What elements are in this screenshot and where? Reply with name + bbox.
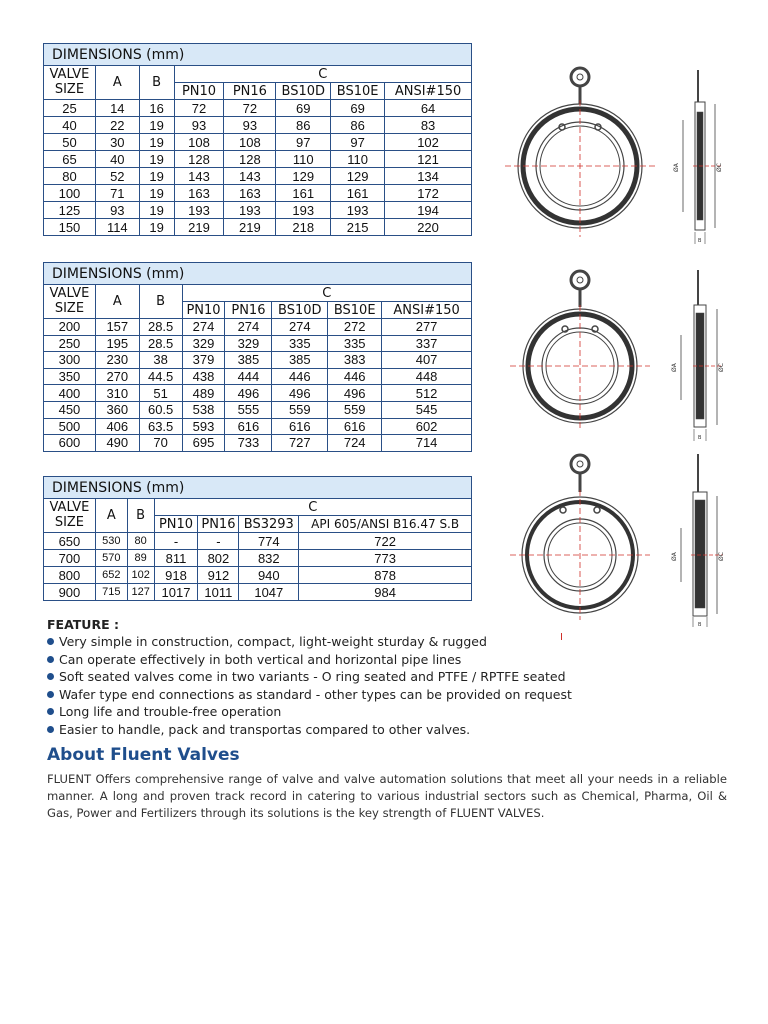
b-header: B [139,285,182,319]
table-cell: 30 [95,134,139,151]
table-row [44,151,472,168]
dimensions-table-2 [43,262,472,452]
table-cell: 230 [95,352,139,369]
table-cell: 724 [328,435,382,452]
feature-item: Wafer type end connections as standard - other types can be provided on request [47,686,572,704]
table-cell: 195 [95,335,139,352]
a-header: A [95,66,139,100]
table-row [44,117,472,134]
valve-size-cell: 100 [44,185,96,202]
table-cell: 86 [331,117,385,134]
table-cell: 161 [331,185,385,202]
valve-size-cell: 650 [44,533,96,550]
table-cell: - [198,533,239,550]
valve-size-cell: 700 [44,550,96,567]
table-cell: 193 [331,202,385,219]
table-cell: 446 [272,368,328,385]
table-cell: 121 [385,151,472,168]
table-cell: 163 [174,185,224,202]
table-cell: 496 [272,385,328,402]
valve-front-view-icon [510,271,650,430]
table-cell: 19 [139,168,174,185]
table-cell: 714 [382,435,472,452]
table-cell: 72 [174,100,224,117]
table-row [44,219,472,236]
table-cell: 489 [182,385,225,402]
table-cell: 727 [272,435,328,452]
table-cell: 193 [174,202,224,219]
bullet-icon [47,726,54,733]
table-cell: 277 [382,319,472,336]
table-cell: 722 [299,533,472,550]
valve-size-cell: 300 [44,352,96,369]
table-cell: 69 [276,100,331,117]
valve-size-cell: 450 [44,401,96,418]
valve-side-view-icon [681,454,723,627]
valve-size-cell: 50 [44,134,96,151]
table-cell: 272 [328,319,382,336]
table-cell: 19 [139,151,174,168]
valve-size-cell: 40 [44,117,96,134]
table-cell: 40 [95,151,139,168]
table-cell: 570 [95,550,127,567]
valve-size-cell: 350 [44,368,96,385]
table-cell: 616 [272,418,328,435]
table-cell: 274 [182,319,225,336]
table-cell: 22 [95,117,139,134]
c-col-header: BS10D [276,83,331,100]
table-cell: 19 [139,185,174,202]
table-cell: 128 [174,151,224,168]
table-cell: 912 [198,567,239,584]
table-cell: 329 [182,335,225,352]
table-cell: 218 [276,219,331,236]
table-cell: 220 [385,219,472,236]
valve-size-header: VALVE SIZE [44,499,96,533]
table-cell: 97 [276,134,331,151]
table-cell: 64 [385,100,472,117]
table-cell: 407 [382,352,472,369]
c-col-header: ANSI#150 [382,302,472,319]
c-col-header: BS10D [272,302,328,319]
valve-size-cell: 400 [44,385,96,402]
dim-b-label: B [698,435,702,441]
table-cell: 44.5 [139,368,182,385]
feature-title: FEATURE : [47,617,119,632]
c-col-header: BS10E [328,302,382,319]
table-cell: 446 [328,368,382,385]
table-cell: 102 [385,134,472,151]
table-row [44,584,472,601]
table-cell: 114 [95,219,139,236]
table-cell: 83 [385,117,472,134]
bullet-icon [47,638,54,645]
table-cell: 496 [328,385,382,402]
table-cell: 335 [328,335,382,352]
c-col-header: API 605/ANSI B16.47 S.B [299,516,472,533]
table-row [44,319,472,336]
table-cell: 70 [139,435,182,452]
dimensions-table-3 [43,476,472,601]
table-cell: 51 [139,385,182,402]
table-cell: 274 [272,319,328,336]
feature-item: Easier to handle, pack and transportas compared to other valves. [47,721,572,739]
c-col-header: PN10 [154,516,198,533]
table-cell: 270 [95,368,139,385]
table-cell: 110 [331,151,385,168]
table-cell: 69 [331,100,385,117]
table-cell: 219 [174,219,224,236]
valve-front-view-icon [510,455,650,620]
c-col-header: PN10 [174,83,224,100]
table-cell: 448 [382,368,472,385]
table-cell: 444 [225,368,272,385]
c-header: C [182,285,471,302]
dimensions-table-1 [43,43,472,236]
table-row [44,100,472,117]
table-cell: 86 [276,117,331,134]
valve-size-cell: 600 [44,435,96,452]
table-row [44,567,472,584]
valve-size-cell: 80 [44,168,96,185]
table-cell: 496 [225,385,272,402]
table-cell: 715 [95,584,127,601]
table-cell: 89 [127,550,154,567]
bullet-icon [47,673,54,680]
table-row [44,202,472,219]
table-cell: 128 [224,151,276,168]
valve-size-header: VALVE SIZE [44,285,96,319]
table-cell: 335 [272,335,328,352]
table-cell: 530 [95,533,127,550]
table-row [44,368,472,385]
c-col-header: PN16 [198,516,239,533]
c-col-header: PN10 [182,302,225,319]
table-cell: 194 [385,202,472,219]
table-cell: 616 [225,418,272,435]
dim-c-label: ØC [718,552,725,561]
table-cell: 773 [299,550,472,567]
table-cell: 110 [276,151,331,168]
table-cell: 593 [182,418,225,435]
c-col-header: BS10E [331,83,385,100]
table-cell: 695 [182,435,225,452]
table-cell: 733 [225,435,272,452]
table-cell: 28.5 [139,335,182,352]
table-cell: 108 [224,134,276,151]
feature-list [47,633,572,738]
valve-drawing-2 [505,265,735,445]
table-cell: 93 [95,202,139,219]
table-cell: 538 [182,401,225,418]
table-cell: 310 [95,385,139,402]
table-cell: 559 [328,401,382,418]
table-cell: 102 [127,567,154,584]
table-row [44,335,472,352]
c-col-header: BS3293 [239,516,299,533]
table-row [44,435,472,452]
bullet-icon [47,691,54,698]
table-cell: 811 [154,550,198,567]
table-row [44,385,472,402]
c-header: C [154,499,471,516]
c-col-header: PN16 [225,302,272,319]
table-cell: 774 [239,533,299,550]
table-row [44,352,472,369]
table-title: DIMENSIONS (mm) [44,263,472,285]
table-row [44,401,472,418]
c-col-header: PN16 [224,83,276,100]
table-cell: 193 [224,202,276,219]
table-cell: 71 [95,185,139,202]
table-cell: 602 [382,418,472,435]
table-cell: 134 [385,168,472,185]
table-cell: 14 [95,100,139,117]
table-cell: 80 [127,533,154,550]
table-cell: 93 [224,117,276,134]
valve-size-header: VALVE SIZE [44,66,96,100]
table-cell: 1047 [239,584,299,601]
table-cell: 215 [331,219,385,236]
table-cell: 163 [224,185,276,202]
valve-drawing-3 [505,450,735,630]
valve-side-view-icon [681,270,723,441]
valve-size-cell: 900 [44,584,96,601]
valve-size-cell: 200 [44,319,96,336]
table-cell: 555 [225,401,272,418]
table-cell: 63.5 [139,418,182,435]
c-col-header: ANSI#150 [385,83,472,100]
table-cell: 918 [154,567,198,584]
table-cell: 97 [331,134,385,151]
table-cell: 652 [95,567,127,584]
table-cell: 157 [95,319,139,336]
a-header: A [95,285,139,319]
about-text: FLUENT Offers comprehensive range of valve and valve automation solutions that meet all your needs in a reliable manner. A long and proven track record in catering to various industrial sectors such as Chemical, Pharma, Oil & Gas, Power and Fertilizers through its solutions is the key strength of FLUENT VALVES. [47,772,727,820]
table-cell: 383 [328,352,382,369]
table-row [44,185,472,202]
table-cell: 19 [139,134,174,151]
table-cell: 19 [139,117,174,134]
valve-size-cell: 125 [44,202,96,219]
table-cell: 38 [139,352,182,369]
table-cell: 28.5 [139,319,182,336]
table-row [44,168,472,185]
valve-size-cell: 150 [44,219,96,236]
table-cell: 143 [174,168,224,185]
table-cell: 161 [276,185,331,202]
table-cell: 385 [272,352,328,369]
table-row [44,418,472,435]
dim-b-label: B [698,622,702,628]
table-cell: 360 [95,401,139,418]
table-cell: 19 [139,202,174,219]
table-cell: 940 [239,567,299,584]
feature-item: Soft seated valves come in two variants - O ring seated and PTFE / RPTFE seated [47,668,572,686]
table-title: DIMENSIONS (mm) [44,44,472,66]
table-cell: 385 [225,352,272,369]
dim-b-label: B [698,238,702,244]
table-cell: 129 [331,168,385,185]
table-cell: 406 [95,418,139,435]
table-cell: 1017 [154,584,198,601]
a-header: A [95,499,127,533]
table-cell: 16 [139,100,174,117]
valve-drawing-1 [505,62,735,252]
table-row [44,533,472,550]
table-row [44,134,472,151]
table-cell: 545 [382,401,472,418]
about-title: About Fluent Valves [47,745,240,765]
dim-a-label: ØA [671,363,678,372]
valve-size-cell: 65 [44,151,96,168]
c-header: C [174,66,471,83]
table-cell: 108 [174,134,224,151]
bullet-icon [47,656,54,663]
feature-item: Very simple in construction, compact, light-weight sturday & rugged [47,633,572,651]
table-cell: 379 [182,352,225,369]
table-cell: 52 [95,168,139,185]
table-cell: 19 [139,219,174,236]
dim-a-label: ØA [671,552,678,561]
dim-a-label: ØA [673,163,680,172]
b-header: B [139,66,174,100]
table-row [44,550,472,567]
table-cell: 143 [224,168,276,185]
valve-front-view-icon [505,68,655,237]
table-cell: 219 [224,219,276,236]
dim-c-label: ØC [718,363,725,372]
table-cell: 1011 [198,584,239,601]
table-cell: 72 [224,100,276,117]
table-cell: 878 [299,567,472,584]
b-header: B [127,499,154,533]
feature-item: Long life and trouble-free operation [47,703,572,721]
dim-c-label: ØC [716,163,723,172]
table-cell: 329 [225,335,272,352]
valve-size-cell: 25 [44,100,96,117]
valve-size-cell: 250 [44,335,96,352]
table-cell: 438 [182,368,225,385]
table-cell: 802 [198,550,239,567]
table-cell: 337 [382,335,472,352]
table-cell: 93 [174,117,224,134]
table-cell: 60.5 [139,401,182,418]
table-cell: 193 [276,202,331,219]
table-cell: 512 [382,385,472,402]
valve-size-cell: 800 [44,567,96,584]
table-cell: 559 [272,401,328,418]
table-cell: 616 [328,418,382,435]
feature-item: Can operate effectively in both vertical and horizontal pipe lines [47,651,572,669]
table-cell: 274 [225,319,272,336]
table-cell: 129 [276,168,331,185]
table-cell: 172 [385,185,472,202]
table-cell: 490 [95,435,139,452]
table-cell: - [154,533,198,550]
table-title: DIMENSIONS (mm) [44,477,472,499]
table-cell: 984 [299,584,472,601]
table-cell: 127 [127,584,154,601]
valve-size-cell: 500 [44,418,96,435]
valve-side-view-icon [683,70,723,244]
table-cell: 832 [239,550,299,567]
bullet-icon [47,708,54,715]
